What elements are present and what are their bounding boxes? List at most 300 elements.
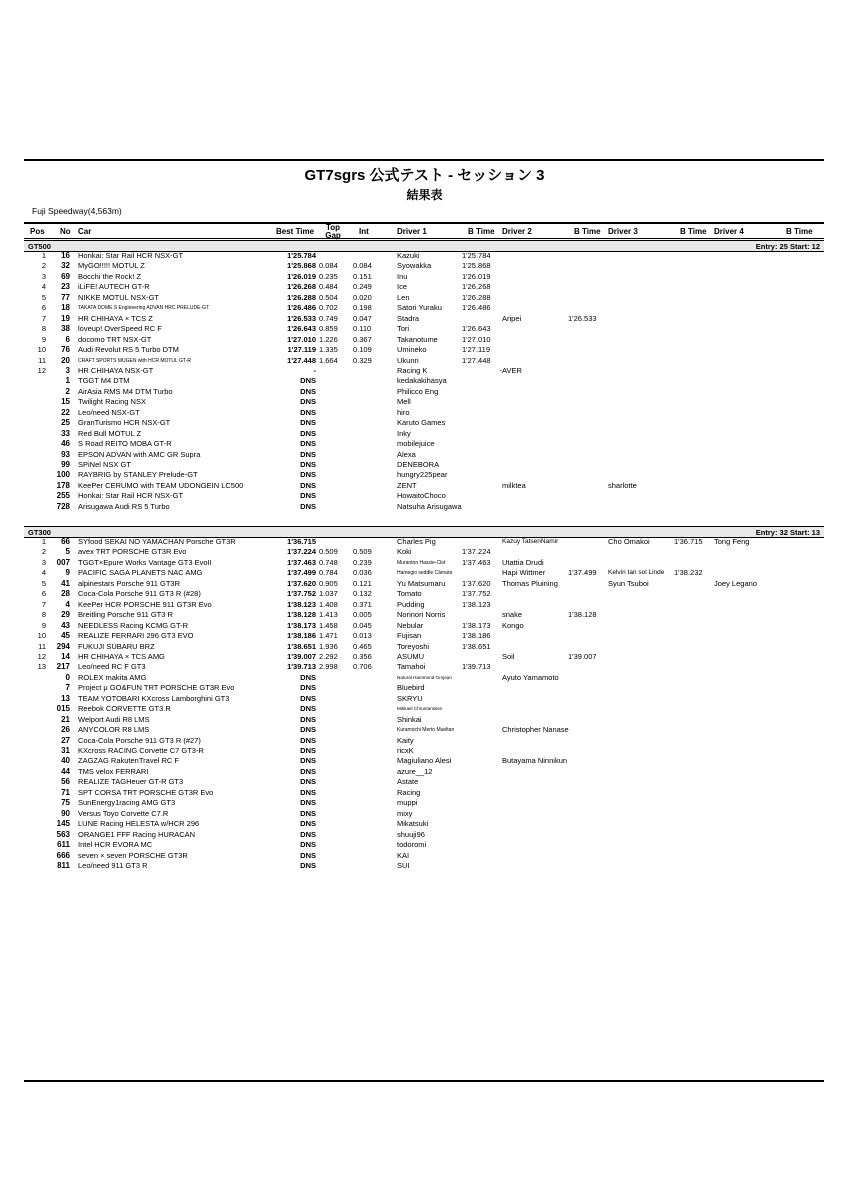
interval-cell: 0.465 xyxy=(353,641,372,651)
best-time-cell: 1'37.463 xyxy=(287,557,316,567)
best-time-cell: 1'36.715 xyxy=(287,537,316,546)
best-time-cell: DNS xyxy=(300,766,316,776)
driver4-cell: Tong Feng xyxy=(714,537,750,546)
best-time-cell: DNS xyxy=(300,798,316,808)
col-pos: Pos xyxy=(30,227,45,236)
col-btime4: B Time xyxy=(786,227,813,236)
car-name-cell: LUNE Racing HELESTA w/HCR 296 xyxy=(78,819,200,829)
car-number-cell: 46 xyxy=(61,439,70,449)
car-number-cell: 90 xyxy=(61,808,70,818)
top-gap-cell: 0.784 xyxy=(319,568,338,578)
position-cell: 8 xyxy=(41,610,46,620)
driver1-cell: Koki xyxy=(397,547,412,557)
driver1-cell: Satori Yuraku xyxy=(397,303,442,313)
car-name-cell: loveup! OverSpeed RC F xyxy=(78,324,162,334)
best-time-cell: DNS xyxy=(300,735,316,745)
car-number-cell: 33 xyxy=(61,428,70,438)
table-row xyxy=(24,408,824,419)
car-number-cell: 007 xyxy=(56,557,70,567)
top-gap-cell: 1.458 xyxy=(319,620,338,630)
table-row xyxy=(24,642,824,653)
table-row xyxy=(24,481,824,492)
car-number-cell: 69 xyxy=(61,271,70,281)
col-driver3: Driver 3 xyxy=(608,227,638,236)
best-time-cell: DNS xyxy=(300,714,316,724)
table-row xyxy=(24,376,824,387)
position-cell: 2 xyxy=(41,547,46,557)
table-row xyxy=(24,809,824,820)
page-title: GT7sgrs 公式テスト - セッション 3 xyxy=(304,167,545,184)
driver1-cell: mixy xyxy=(397,808,413,818)
car-number-cell: 43 xyxy=(61,620,70,630)
table-row xyxy=(24,502,824,513)
car-name-cell: HR CHIHAYA NSX-GT xyxy=(78,365,154,375)
col-btime1: B Time xyxy=(468,227,495,236)
table-row xyxy=(24,694,824,705)
car-number-cell: 38 xyxy=(61,324,70,334)
table-row xyxy=(24,450,824,461)
driver2-cell: Kazuy TatsenNamir xyxy=(502,538,559,545)
best-time-cell: 1'27.448 xyxy=(287,355,316,365)
table-row xyxy=(24,725,824,736)
table-row xyxy=(24,704,824,715)
best-time-cell: 1'38.123 xyxy=(287,599,316,609)
car-number-cell: 728 xyxy=(56,501,70,511)
position-cell: 6 xyxy=(41,303,46,313)
car-name-cell: FUKUJI SUBARU BRZ xyxy=(78,641,155,651)
best-time-cell: DNS xyxy=(300,704,316,714)
driver2-cell: Ayuto Yamamoto xyxy=(502,672,559,682)
best-time-cell: DNS xyxy=(300,386,316,396)
interval-cell: 0.239 xyxy=(353,557,372,567)
position-cell: 9 xyxy=(41,334,46,344)
car-number-cell: 56 xyxy=(61,777,70,787)
best-time-cell: DNS xyxy=(300,693,316,703)
table-row xyxy=(24,293,824,304)
car-number-cell: 13 xyxy=(61,693,70,703)
best-time-cell: 1'26.288 xyxy=(287,292,316,302)
car-name-cell: iLiFE! AUTECH GT-R xyxy=(78,282,150,292)
interval-cell: 0.013 xyxy=(353,631,372,641)
driver1-cell: Yu Matsumaru xyxy=(397,578,446,588)
top-gap-cell: 0.859 xyxy=(319,324,338,334)
best-time-cell: 1'38.128 xyxy=(287,610,316,620)
car-number-cell: 66 xyxy=(61,537,70,546)
table-row xyxy=(24,303,824,314)
best-time-cell: 1'26.643 xyxy=(287,324,316,334)
top-gap-cell: 1.037 xyxy=(319,589,338,599)
car-number-cell: 178 xyxy=(56,480,70,490)
car-name-cell: Versus Toyo Corvette C7.R xyxy=(78,808,169,818)
driver1-cell: Mell xyxy=(397,397,411,407)
driver2-cell: Kongo xyxy=(502,620,524,630)
table-row xyxy=(24,366,824,377)
interval-cell: 0.371 xyxy=(353,599,372,609)
car-number-cell: 21 xyxy=(61,714,70,724)
table-row xyxy=(24,324,824,335)
best-time-cell: 1'26.486 xyxy=(287,303,316,313)
table-row xyxy=(24,460,824,471)
table-row xyxy=(24,736,824,747)
table-row xyxy=(24,251,824,262)
car-number-cell: 217 xyxy=(56,662,70,672)
interval-cell: 0.005 xyxy=(353,610,372,620)
table-row xyxy=(24,356,824,367)
top-gap-cell: 0.749 xyxy=(319,313,338,323)
best-time-cell: DNS xyxy=(300,470,316,480)
position-cell: 13 xyxy=(37,662,46,672)
page-subtitle: 結果表 xyxy=(406,188,443,202)
best-time-cell: DNS xyxy=(300,397,316,407)
car-number-cell: 4 xyxy=(65,599,70,609)
position-cell: 2 xyxy=(41,261,46,271)
driver1-cell: Nebular xyxy=(397,620,424,630)
car-number-cell: 145 xyxy=(56,819,70,829)
car-number-cell: 23 xyxy=(61,282,70,292)
car-number-cell: 255 xyxy=(56,491,70,501)
car-name-cell: Welport Audi R8 LMS xyxy=(78,714,150,724)
top-gap-cell: 0.748 xyxy=(319,557,338,567)
car-name-cell: KeePer CERUMO with TEAM UDONGEIN LC500 xyxy=(78,480,244,490)
driver2-cell: Butayama Ninnikun xyxy=(502,756,568,766)
car-name-cell: Twilight Racing NSX xyxy=(78,397,146,407)
car-number-cell: 29 xyxy=(61,610,70,620)
car-number-cell: 76 xyxy=(61,345,70,355)
table-row xyxy=(24,470,824,481)
table-row xyxy=(24,547,824,558)
driver1-best-time-cell: 1'26.019 xyxy=(462,271,491,281)
top-gap-cell: 1.335 xyxy=(319,345,338,355)
driver1-cell: Tori xyxy=(397,324,410,334)
driver1-cell: Natural Hammond Grojean xyxy=(397,674,452,680)
driver2-cell: Hapi Wittmer xyxy=(502,568,546,578)
driver3-cell: Syun Tsuboi xyxy=(608,578,649,588)
interval-cell: 0.110 xyxy=(353,324,372,334)
best-time-cell: 1'27.010 xyxy=(287,334,316,344)
position-cell: 3 xyxy=(41,557,46,567)
table-row xyxy=(24,491,824,502)
driver2-cell: milktea xyxy=(502,480,526,490)
best-time-cell: 1'37.620 xyxy=(287,578,316,588)
driver3-cell: sharlotte xyxy=(608,480,637,490)
car-name-cell: Leo/need NSX-GT xyxy=(78,407,140,417)
car-name-cell: alpinestars Porsche 911 GT3R xyxy=(78,578,180,588)
table-row xyxy=(24,777,824,788)
table-row xyxy=(24,788,824,799)
car-name-cell: Arisugawa Audi RS 5 Turbo xyxy=(78,501,170,511)
driver1-best-time-cell: 1'38.186 xyxy=(462,631,491,641)
best-time-cell: DNS xyxy=(300,829,316,839)
car-name-cell: CRAFT SPORTS MUGEN with HCR MOTUL GT-R xyxy=(78,357,191,364)
position-cell: 11 xyxy=(38,641,46,651)
table-row xyxy=(24,261,824,272)
interval-cell: 0.109 xyxy=(353,345,372,355)
col-btime2: B Time xyxy=(574,227,601,236)
position-cell: 8 xyxy=(41,324,46,334)
car-name-cell: Audi Revolut RS 5 Turbo DTM xyxy=(78,345,179,355)
driver2-best-time-cell: 1'38.128 xyxy=(568,610,597,620)
car-name-cell: SPiNel NSX GT xyxy=(78,460,131,469)
class-name: GT500 xyxy=(28,242,51,251)
car-name-cell: Bocchi the Rock! Z xyxy=(78,271,141,281)
driver1-cell: SUI xyxy=(397,860,410,870)
car-name-cell: SYfood SEKAI NO YAMACHAN Porsche GT3R xyxy=(78,537,236,546)
driver1-cell: Len xyxy=(397,292,410,302)
car-number-cell: 0 xyxy=(65,672,70,682)
driver1-cell: SKRYU xyxy=(397,693,423,703)
class-entry-info: Entry: 32 Start: 13 xyxy=(755,528,820,537)
driver1-cell: Muranton Hassie-Clot xyxy=(397,559,446,566)
best-time-cell: DNS xyxy=(300,808,316,818)
best-time-cell: DNS xyxy=(300,428,316,438)
col-top-gap xyxy=(323,224,343,240)
car-name-cell: KeePer HCR PORSCHE 911 GT3R Evo xyxy=(78,599,212,609)
position-cell: 5 xyxy=(41,292,46,302)
bottom-rule xyxy=(24,1080,824,1082)
table-row xyxy=(24,537,824,548)
position-cell: 9 xyxy=(41,620,46,630)
car-name-cell: docomo TRT NSX-GT xyxy=(78,334,152,344)
driver3-best-time-cell: 1'36.715 xyxy=(674,537,703,546)
driver1-cell: Norinori Norris xyxy=(397,610,446,620)
car-name-cell: Honkai: Star Rail HCR NSX-GT xyxy=(78,251,184,260)
driver2-cell: Christopher Nanase xyxy=(502,725,569,735)
driver2-cell: snake xyxy=(502,610,523,620)
driver2-best-time-cell: 1'26.533 xyxy=(568,313,597,323)
interval-cell: 0.249 xyxy=(353,282,372,292)
col-int: Int xyxy=(359,227,369,236)
car-number-cell: 811 xyxy=(57,860,70,870)
car-number-cell: 16 xyxy=(61,251,70,260)
car-name-cell: SunEnergy1racing AMG GT3 xyxy=(78,798,176,808)
driver1-best-time-cell: 1'37.224 xyxy=(462,547,491,557)
car-number-cell: 26 xyxy=(61,725,70,735)
table-row xyxy=(24,568,824,579)
driver1-best-time-cell: 1'26.486 xyxy=(462,303,491,313)
best-time-cell: DNS xyxy=(300,672,316,682)
position-cell: 12 xyxy=(37,651,46,661)
best-time-cell: DNS xyxy=(300,439,316,449)
position-cell: 7 xyxy=(41,599,46,609)
table-row xyxy=(24,387,824,398)
position-cell: 10 xyxy=(37,345,46,355)
driver1-cell: azure__12 xyxy=(397,766,433,776)
interval-cell: 0.151 xyxy=(353,271,372,281)
driver1-cell: HowaitoChoco xyxy=(397,491,446,501)
position-cell: 7 xyxy=(41,313,46,323)
best-time-cell: 1'27.119 xyxy=(287,345,316,355)
table-row xyxy=(24,840,824,851)
driver1-cell: Kazuki xyxy=(397,251,420,260)
best-time-cell: 1'39.007 xyxy=(287,651,316,661)
car-name-cell: PACIFIC SAGA PLANETS NAC AMG xyxy=(78,568,203,578)
car-name-cell: TMS velox FERRARI xyxy=(78,766,149,776)
table-row xyxy=(24,397,824,408)
driver1-cell: KAI xyxy=(397,850,410,860)
best-time-cell: DNS xyxy=(300,756,316,766)
car-number-cell: 5 xyxy=(65,547,70,557)
driver2-best-time-cell: 1'37.499 xyxy=(568,568,597,578)
car-number-cell: 611 xyxy=(57,840,70,850)
best-time-cell: 1'26.268 xyxy=(287,282,316,292)
best-time-cell: 1'37.499 xyxy=(287,568,316,578)
best-time-cell: 1'25.784 xyxy=(287,251,316,260)
interval-cell: 0.084 xyxy=(353,261,372,271)
car-number-cell: 18 xyxy=(61,303,70,313)
col-driver2: Driver 2 xyxy=(502,227,532,236)
position-cell: 5 xyxy=(41,578,46,588)
car-number-cell: 2 xyxy=(65,386,70,396)
driver1-cell: Astate xyxy=(397,777,419,787)
position-cell: 1 xyxy=(41,537,46,546)
driver1-cell: Tomato xyxy=(397,589,422,599)
best-time-cell: DNS xyxy=(300,376,316,386)
best-time-cell: DNS xyxy=(300,449,316,459)
table-row xyxy=(24,851,824,862)
driver1-best-time-cell: - xyxy=(499,365,502,375)
car-number-cell: 563 xyxy=(56,829,70,839)
interval-cell: 0.356 xyxy=(353,651,372,661)
best-time-cell: DNS xyxy=(300,407,316,417)
table-row xyxy=(24,345,824,356)
position-cell: 1 xyxy=(41,251,46,260)
car-name-cell: seven × seven PORSCHE GT3R xyxy=(78,850,188,860)
car-number-cell: 20 xyxy=(61,355,70,365)
col-driver4: Driver 4 xyxy=(714,227,744,236)
car-name-cell: Reebok CORVETTE GT3.R xyxy=(78,704,171,714)
driver4-cell: Joey Legano xyxy=(714,578,757,588)
car-number-cell: 40 xyxy=(61,756,70,766)
car-number-cell: 32 xyxy=(61,261,70,271)
driver1-cell: Kuramochi Merto Mueltan xyxy=(397,727,455,734)
col-top-gap-line1: Top xyxy=(325,223,341,232)
best-time-cell: DNS xyxy=(300,850,316,860)
col-top-gap-line2: Gap xyxy=(325,231,341,240)
driver1-cell: Charles Pig xyxy=(397,537,436,546)
best-time-cell: DNS xyxy=(300,460,316,469)
car-number-cell: 100 xyxy=(56,470,70,480)
car-name-cell: HR CHIHAYA × TCS Z xyxy=(78,313,153,323)
car-name-cell: Leo/need 911 GT3 R xyxy=(78,860,148,870)
driver1-cell: Ice xyxy=(397,282,408,292)
best-time-cell: 1'37.224 xyxy=(287,547,316,557)
driver1-cell: Shinkai xyxy=(397,714,422,724)
table-row xyxy=(24,631,824,642)
col-no: No xyxy=(60,227,71,236)
driver1-best-time-cell: 1'27.010 xyxy=(462,334,491,344)
table-row xyxy=(24,621,824,632)
top-rule xyxy=(24,159,824,161)
car-name-cell: Leo/need RC F GT3 xyxy=(78,662,146,672)
position-cell: 4 xyxy=(41,568,46,578)
position-cell: 11 xyxy=(38,355,46,365)
car-name-cell: S Road REITO MOBA GT-R xyxy=(78,439,172,449)
car-number-cell: 15 xyxy=(61,397,70,407)
car-number-cell: 75 xyxy=(61,798,70,808)
car-name-cell: ROLEX makita AMG xyxy=(78,672,147,682)
best-time-cell: 1'38.186 xyxy=(287,631,316,641)
interval-cell: 0.121 xyxy=(353,578,372,588)
class-entry-info: Entry: 25 Start: 12 xyxy=(755,242,820,251)
car-name-cell: ANYCOLOR R8 LMS xyxy=(78,725,150,735)
top-gap-cell: 1.664 xyxy=(319,355,338,365)
col-driver1: Driver 1 xyxy=(397,227,427,236)
car-name-cell: Honkai: Star Rail HCR NSX-GT xyxy=(78,491,184,501)
driver1-cell: Umineko xyxy=(397,345,427,355)
col-btime3: B Time xyxy=(680,227,707,236)
driver2-cell: Utattia Drudi xyxy=(502,557,544,567)
table-row xyxy=(24,652,824,663)
top-gap-cell: 0.084 xyxy=(319,261,338,271)
circuit-name: Fuji Speedway(4,563m) xyxy=(32,206,122,216)
col-car: Car xyxy=(78,227,92,236)
car-number-cell: 41 xyxy=(61,578,70,588)
top-gap-cell: 0.504 xyxy=(319,292,338,302)
car-name-cell: RAYBRIG by STANLEY Prelude-GT xyxy=(78,470,198,480)
best-time-cell: DNS xyxy=(300,777,316,787)
driver1-cell: Bluebird xyxy=(397,683,425,693)
interval-cell: 0.020 xyxy=(353,292,372,302)
driver2-cell: AVER xyxy=(502,365,522,375)
driver1-cell: Philicco Eng xyxy=(397,386,439,396)
driver1-best-time-cell: 1'25.784 xyxy=(462,251,491,260)
driver1-cell: todoromi xyxy=(397,840,427,850)
best-time-cell: DNS xyxy=(300,418,316,428)
car-name-cell: GranTurismo HCR NSX-GT xyxy=(78,418,171,428)
driver1-best-time-cell: 1'38.123 xyxy=(462,599,491,609)
driver3-best-time-cell: 1'38.232 xyxy=(674,568,703,578)
best-time-cell: - xyxy=(313,365,316,375)
car-number-cell: 28 xyxy=(61,589,70,599)
driver1-best-time-cell: 1'25.868 xyxy=(462,261,491,271)
driver2-cell: Aripei xyxy=(502,313,522,323)
car-number-cell: 14 xyxy=(61,651,70,661)
car-name-cell: AirAsia RMS M4 DTM Turbo xyxy=(78,386,173,396)
car-number-cell: 1 xyxy=(65,376,70,386)
car-number-cell: 3 xyxy=(65,365,70,375)
car-name-cell: TAKATA DOME S Engineering ADVAN HRC PRELUDE-GT xyxy=(78,305,210,312)
table-row xyxy=(24,756,824,767)
driver1-cell: Pudding xyxy=(397,599,425,609)
driver1-cell: Karuto Games xyxy=(397,418,446,428)
table-row xyxy=(24,429,824,440)
driver1-best-time-cell: 1'26.288 xyxy=(462,292,491,302)
car-number-cell: 6 xyxy=(65,334,70,344)
driver1-cell: Syowakka xyxy=(397,261,432,271)
car-name-cell: TGGT M4 DTM xyxy=(78,376,130,386)
car-number-cell: 666 xyxy=(56,850,70,860)
top-gap-cell: 1.226 xyxy=(319,334,338,344)
driver1-best-time-cell: 1'27.448 xyxy=(462,355,491,365)
driver1-cell: Hamegio seddle Câmara xyxy=(397,570,453,577)
driver1-cell: Racing K xyxy=(397,365,428,375)
driver1-cell: mobilejuice xyxy=(397,439,435,449)
car-name-cell: KXcross RACING Corvette C7 GT3-R xyxy=(78,746,204,755)
top-gap-cell: 1.408 xyxy=(319,599,338,609)
table-row xyxy=(24,767,824,778)
col-best-time: Best Time xyxy=(276,227,315,236)
position-cell: 3 xyxy=(41,271,46,281)
car-number-cell: 31 xyxy=(61,746,70,755)
table-row xyxy=(24,746,824,757)
car-number-cell: 71 xyxy=(61,787,70,797)
driver1-best-time-cell: 1'38.173 xyxy=(462,620,491,630)
driver1-cell: Alexa xyxy=(397,449,416,459)
car-name-cell: SPT CORSA TRT PORSCHE GT3R Evo xyxy=(78,787,214,797)
driver1-cell: hiro xyxy=(397,407,410,417)
car-name-cell: ORANGE1 FFF Racing HURACAN xyxy=(78,829,196,839)
best-time-cell: DNS xyxy=(300,746,316,755)
